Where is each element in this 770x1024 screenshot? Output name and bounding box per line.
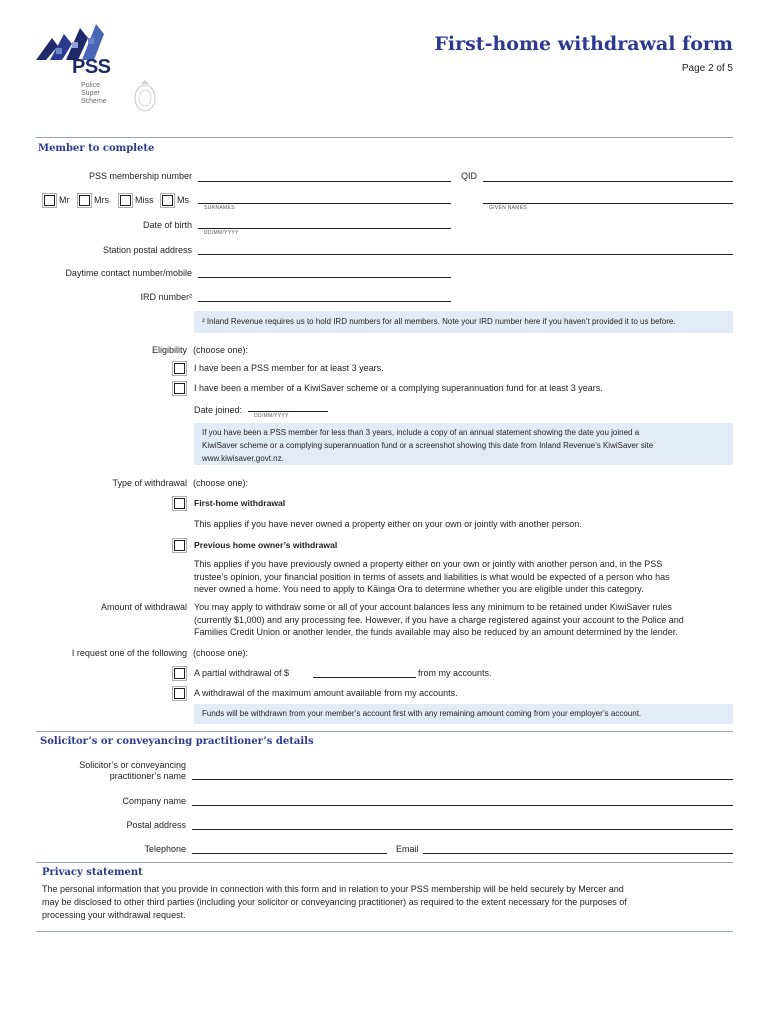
- ird-number-field[interactable]: [198, 301, 451, 302]
- email-label: Email: [396, 844, 419, 854]
- dob-label: Date of birth: [142, 220, 192, 230]
- first-home-checkbox[interactable]: [174, 498, 185, 509]
- ird-number-label: IRD number²: [140, 292, 192, 302]
- eligibility-option1-checkbox[interactable]: [174, 363, 185, 374]
- title-mrs-label: Mrs: [94, 195, 109, 205]
- previous-owner-title: Previous home owner’s withdrawal: [194, 540, 338, 550]
- funds-note-box: [194, 704, 733, 724]
- surnames-field[interactable]: [198, 203, 451, 204]
- given-names-hint: GIVEN NAMES: [489, 205, 528, 211]
- email-field[interactable]: [423, 853, 733, 854]
- station-postal-field[interactable]: [198, 254, 733, 255]
- previous-owner-line: never owned a home. You need to apply to Kāinga Ora to determine whether you are eligible under this category.: [194, 584, 644, 594]
- withdrawal-type-choose: (choose one):: [193, 478, 249, 488]
- ird-note-text: ² Inland Revenue requires us to hold IRD numbers for all members. Note your IRD number here if you haven’t provided it to us before.: [202, 317, 676, 326]
- previous-owner-line: This applies if you have previously owned a property either on your own or jointly with another person and, in the PSS: [194, 559, 663, 569]
- eligibility-option2-label: I have been a member of a KiwiSaver scheme or a complying superannuation fund for at least 3 years.: [194, 383, 603, 393]
- eligibility-choose: (choose one):: [193, 345, 249, 355]
- logo-line-police: Police: [81, 82, 101, 89]
- divider-solicitor: [36, 731, 733, 732]
- surnames-hint: SURNAMES: [204, 205, 235, 211]
- privacy-line: processing your withdrawal request.: [42, 909, 186, 920]
- daytime-phone-label: Daytime contact number/mobile: [65, 268, 192, 278]
- date-joined-hint: DD/MM/YYYY: [254, 413, 289, 419]
- date-joined-label: Date joined:: [194, 405, 243, 415]
- funds-note-text: Funds will be withdrawn from your member’s account first with any remaining amount coming from your employer’s account.: [202, 709, 642, 718]
- title-mr-label: Mr: [59, 195, 70, 205]
- logo-line-scheme: Scheme: [81, 98, 107, 105]
- postal-address-label: Postal address: [126, 820, 186, 830]
- partial-withdrawal-checkbox[interactable]: [174, 668, 185, 679]
- amount-description: [194, 601, 739, 639]
- divider-bottom: [36, 931, 733, 932]
- police-crest-icon: [133, 80, 157, 114]
- dob-field[interactable]: [198, 228, 451, 229]
- solicitor-section-heading: Solicitor’s or conveyancing practitioner’s details: [40, 736, 314, 747]
- eligibility-note-line: KiwiSaver scheme or a complying superannuation fund or a screenshot showing this date from Inland Revenue’s KiwiSaver site: [202, 441, 654, 450]
- company-name-field[interactable]: [192, 805, 733, 806]
- privacy-line: may be disclosed to other third parties (including your solicitor or conveyancing practitioner) as required to the extent necessary for the purposes of: [42, 896, 627, 907]
- station-postal-label: Station postal address: [102, 245, 192, 255]
- page-number: Page 2 of 5: [681, 63, 733, 74]
- eligibility-option1-label: I have been a PSS member for at least 3 years.: [194, 363, 384, 373]
- telephone-field[interactable]: [192, 853, 387, 854]
- title-miss-label: Miss: [135, 195, 154, 205]
- partial-withdrawal-prefix: A partial withdrawal of $: [194, 668, 290, 678]
- membership-number-field[interactable]: [198, 181, 451, 182]
- daytime-phone-field[interactable]: [198, 277, 451, 278]
- divider-privacy: [36, 862, 733, 863]
- title-miss-checkbox[interactable]: [120, 195, 131, 206]
- privacy-text: [42, 883, 742, 921]
- title-mrs-checkbox[interactable]: [79, 195, 90, 206]
- previous-owner-description: [194, 558, 739, 596]
- request-choose: (choose one):: [193, 648, 249, 658]
- ird-note-box: [194, 311, 733, 333]
- previous-owner-line: trustee’s opinion, your financial position in terms of assets and liabilities is what would be expected of a person who has: [194, 571, 670, 582]
- max-withdrawal-checkbox[interactable]: [174, 688, 185, 699]
- request-label: I request one of the following: [71, 648, 187, 658]
- amount-label: Amount of withdrawal: [100, 602, 187, 612]
- partial-withdrawal-suffix: from my accounts.: [418, 668, 492, 678]
- divider-top: [36, 137, 733, 138]
- title-ms-checkbox[interactable]: [162, 195, 173, 206]
- privacy-section-heading: Privacy statement: [42, 867, 143, 878]
- member-section-heading: Member to complete: [38, 143, 155, 154]
- privacy-line: The personal information that you provide in connection with this form and in relation to your PSS membership will be held securely by Mercer and: [42, 884, 624, 894]
- eligibility-note-line: www.kiwisaver.govt.nz.: [202, 454, 284, 463]
- eligibility-option2-checkbox[interactable]: [174, 383, 185, 394]
- withdrawal-type-label: Type of withdrawal: [112, 478, 187, 488]
- solicitor-name-label-line2: practitioner’s name: [109, 771, 186, 781]
- logo-brand: PSS: [72, 56, 111, 78]
- partial-amount-field[interactable]: [313, 677, 416, 678]
- eligibility-label: Eligibility: [151, 345, 187, 355]
- first-home-title: First-home withdrawal: [194, 498, 286, 508]
- qid-label: QID: [461, 171, 478, 181]
- solicitor-name-label-line1: Solicitor’s or conveyancing: [79, 760, 186, 770]
- membership-number-label: PSS membership number: [88, 171, 192, 181]
- amount-line: Families Credit Union or another lender, the funds available may also be reduced by an amount determined by the lender.: [194, 627, 678, 637]
- logo-line-super: Super: [81, 90, 100, 97]
- title-mr-checkbox[interactable]: [44, 195, 55, 206]
- dob-hint: DD/MM/YYYY: [204, 230, 239, 236]
- amount-line: You may apply to withdraw some or all of your account balances less any minimum to be retained under KiwiSaver rules: [194, 602, 672, 612]
- pss-logo: [36, 24, 166, 124]
- amount-line: (currently $1,000) and any processing fee. However, if you have a charge registered against your account to the Police and: [194, 614, 684, 625]
- solicitor-name-field[interactable]: [192, 779, 733, 780]
- date-joined-field[interactable]: [248, 411, 328, 412]
- previous-owner-checkbox[interactable]: [174, 540, 185, 551]
- form-title: First-home withdrawal form: [434, 33, 733, 55]
- first-home-description: This applies if you have never owned a property either on your own or jointly with another person.: [194, 519, 582, 529]
- eligibility-note-line: If you have been a PSS member for less than 3 years, include a copy of an annual statement showing the date you joined a: [202, 428, 640, 437]
- postal-address-field[interactable]: [192, 829, 733, 830]
- company-name-label: Company name: [122, 796, 186, 806]
- max-withdrawal-label: A withdrawal of the maximum amount available from my accounts.: [194, 688, 458, 698]
- title-ms-label: Ms: [177, 195, 189, 205]
- telephone-label: Telephone: [144, 844, 186, 854]
- given-names-field[interactable]: [483, 203, 733, 204]
- eligibility-note-box: [194, 423, 733, 465]
- qid-field[interactable]: [483, 181, 733, 182]
